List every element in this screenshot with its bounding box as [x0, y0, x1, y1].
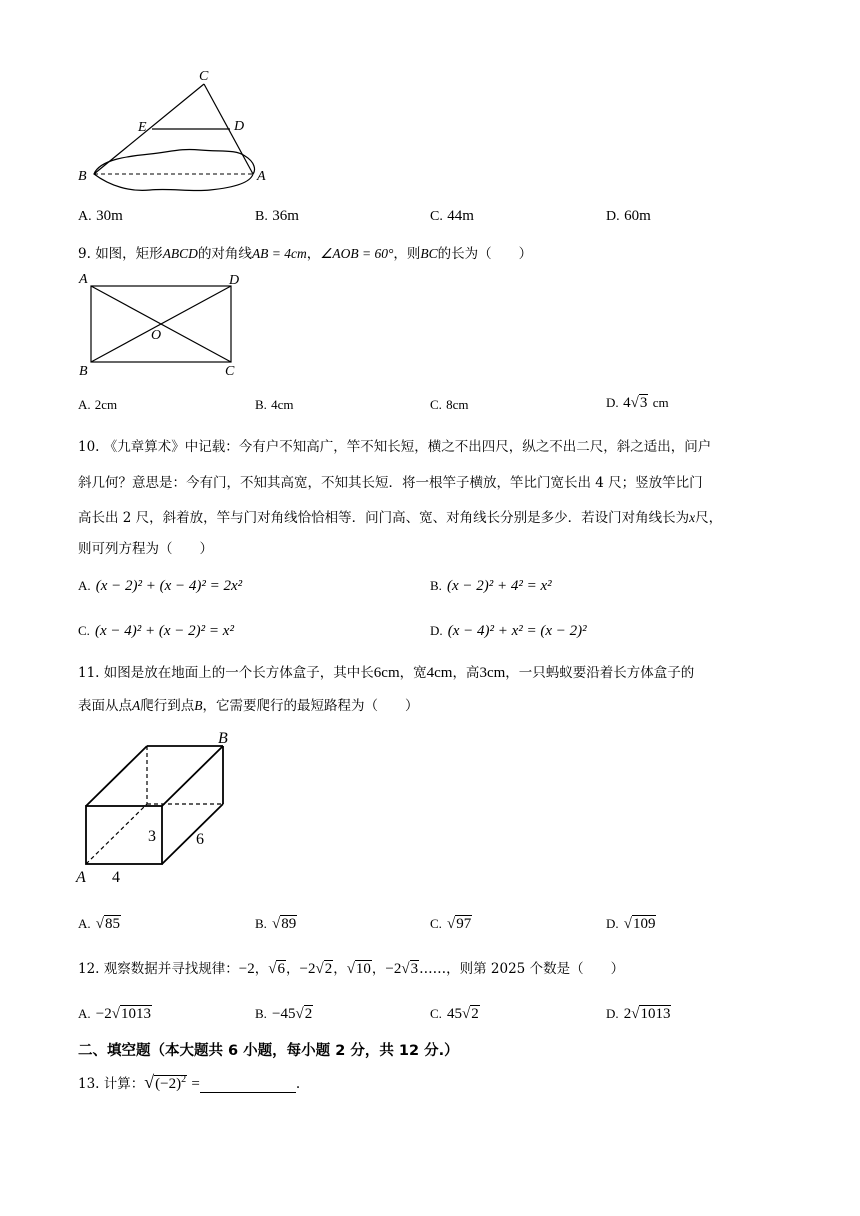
- q13-stem: 13. 计算：$√(-2)^2$ = .: [78, 1072, 301, 1092]
- question-number: 13.: [78, 1076, 100, 1092]
- q11-figure: [70, 728, 250, 888]
- option-coef: −2: [95, 1006, 112, 1022]
- option-label: C.: [430, 397, 442, 412]
- option-value: (x − 4)² + (x − 2)² = x²: [95, 623, 234, 639]
- q12-term-5-coef: −2: [385, 961, 402, 977]
- fig9-label-a: A: [79, 272, 88, 287]
- q13-end: .: [295, 1076, 301, 1092]
- q11-line-1: [78, 661, 694, 682]
- fig8-label-a: A: [257, 169, 266, 184]
- q12-text: 观察数据并寻找规律：: [103, 961, 239, 977]
- option-coef: 2: [623, 1006, 632, 1022]
- option-radicand: 109: [632, 916, 656, 932]
- q10-text: 则可列方程为（ ）: [78, 541, 213, 557]
- q12-option-d[interactable]: D. 2√1013: [606, 1006, 671, 1022]
- fig9-label-c: C: [225, 364, 235, 379]
- q13-radicand: [154, 1075, 187, 1092]
- q11-option-d[interactable]: D. √109: [606, 916, 656, 932]
- fig11-label-b: B: [218, 730, 228, 747]
- q9-text: ，则: [393, 246, 421, 262]
- option-value: 2cm: [94, 397, 118, 412]
- q12-option-c[interactable]: C. 45√2: [430, 1006, 479, 1022]
- q10-line-2: [78, 471, 703, 491]
- q11-length: 6cm: [373, 665, 400, 681]
- option-value: 60m: [624, 208, 651, 224]
- question-number: 10.: [78, 439, 100, 455]
- fig11-label-3: 3: [148, 828, 156, 845]
- fig11-label-6: 6: [196, 831, 204, 848]
- option-radicand: 1013: [640, 1006, 671, 1022]
- q13-exponent: 2: [181, 1074, 187, 1085]
- option-radicand: 85: [104, 916, 120, 932]
- q11-option-a[interactable]: A. √85: [78, 916, 120, 932]
- q13-inner: (−2): [155, 1076, 182, 1092]
- fig9-label-b: B: [79, 364, 88, 379]
- q9-option-b[interactable]: [255, 397, 293, 413]
- q10-line-1: [78, 435, 711, 455]
- fig8-label-d: D: [234, 119, 245, 134]
- option-value: 4cm: [271, 397, 294, 412]
- option-radicand: 1013: [120, 1006, 151, 1022]
- option-label: C.: [430, 1006, 442, 1021]
- separator: ，: [333, 961, 347, 977]
- option-label: D.: [606, 1006, 619, 1021]
- option-value: (x − 4)² + x² = (x − 2)²: [447, 623, 587, 639]
- option-unit: cm: [652, 395, 669, 410]
- option-radicand: 2: [304, 1006, 313, 1022]
- q12-term-2: 6: [277, 961, 285, 977]
- q9-figure: [72, 266, 252, 382]
- option-radicand: 2: [471, 1006, 479, 1022]
- option-label: A.: [78, 578, 91, 593]
- fig11-label-a: A: [76, 869, 86, 886]
- q11-option-b[interactable]: B. √89: [255, 916, 297, 932]
- separator: ，: [285, 961, 300, 977]
- q11-text: ，高: [452, 665, 480, 681]
- q12-term-5-rad: 3: [410, 961, 419, 977]
- option-label: B.: [255, 916, 267, 931]
- q13-equals: =: [191, 1076, 200, 1092]
- option-label: A.: [78, 209, 92, 224]
- fig8-label-b: B: [78, 169, 87, 184]
- option-value: (x − 2)² + 4² = x²: [447, 578, 552, 594]
- q10-text: 高长出 2 尺，斜着放，竿与门对角线恰恰相等．问门高、宽、对角线长分别是多少．若设门对角线长为: [78, 510, 690, 526]
- q13-answer-blank[interactable]: [200, 1078, 296, 1093]
- option-label: D.: [606, 209, 620, 224]
- q9-option-a[interactable]: [78, 397, 117, 413]
- q9-text: 如图，矩形: [95, 246, 163, 262]
- option-label: C.: [78, 623, 90, 638]
- q12-stem: 12. 观察数据并寻找规律：−2，√6，−2√2，√10，−2√3……，则第 2025 个数是（ ）: [78, 961, 625, 977]
- q10-option-a[interactable]: [78, 575, 242, 595]
- q9-text: 的对角线: [197, 246, 252, 262]
- option-label: C.: [430, 916, 442, 931]
- q11-text: ，宽: [399, 665, 427, 681]
- q11-width: 4cm: [426, 665, 453, 681]
- option-label: B.: [430, 578, 442, 593]
- option-coef: −45: [272, 1006, 296, 1022]
- option-label: A.: [78, 397, 91, 412]
- q11-point-b: B: [194, 698, 203, 713]
- fig9-label-o: O: [151, 328, 162, 343]
- q9-abcd: ABCD: [162, 246, 198, 261]
- q11-text: 爬行到点: [140, 698, 195, 714]
- q9-bc: BC: [420, 246, 438, 261]
- q12-term-4: 10: [355, 961, 371, 977]
- option-value: 36m: [272, 208, 299, 224]
- option-label: B.: [255, 209, 268, 224]
- q8-option-a[interactable]: [78, 208, 123, 225]
- q10-line-3: [78, 506, 722, 526]
- q9-text: ，: [306, 246, 321, 262]
- fig8-label-e: E: [138, 120, 147, 135]
- separator: ，: [371, 961, 386, 977]
- q12-text: ，则第 2025 个数是（ ）: [446, 961, 625, 977]
- fig9-label-d: D: [229, 273, 240, 288]
- separator: ，: [254, 961, 269, 977]
- option-radicand: 97: [456, 916, 472, 932]
- q12-ellipsis: ……: [419, 961, 447, 977]
- q11-text: ，它需要爬行的最短路程为（ ）: [202, 698, 419, 714]
- q9-option-d[interactable]: D. 4√3 cm: [606, 395, 669, 411]
- option-radicand: 89: [281, 916, 297, 932]
- option-value: (x − 2)² + (x − 4)² = 2x²: [95, 578, 243, 594]
- q11-point-a: A: [132, 698, 141, 713]
- q12-term-3-coef: −2: [299, 961, 316, 977]
- question-number: 9.: [78, 246, 91, 262]
- section-2-title: 二、填空题（本大题共 6 小题，每小题 2 分，共 12 分.）: [78, 1043, 459, 1059]
- q8-option-b[interactable]: [255, 208, 299, 225]
- q9-ab-eq: AB = 4cm: [251, 246, 307, 261]
- q12-term-1: −2: [238, 961, 255, 977]
- q10-var-x: x: [689, 510, 696, 525]
- q10-option-c[interactable]: [78, 620, 234, 640]
- q8-figure: [70, 64, 280, 204]
- q11-line-2: [78, 694, 419, 714]
- q9-option-c[interactable]: [430, 397, 468, 413]
- q11-height: 3cm: [479, 665, 506, 681]
- q10-text: 斜几何？意思是：今有门，不知其高宽，不知其长短．将一根竿子横放，竿比门宽长出 4 尺；竖放竿比门: [78, 475, 703, 491]
- q10-option-b[interactable]: [430, 575, 552, 595]
- option-value: 44m: [447, 208, 474, 224]
- option-radicand: 3: [639, 395, 648, 411]
- question-number: 12.: [78, 961, 100, 977]
- fig8-label-c: C: [199, 69, 209, 84]
- option-value: 8cm: [446, 397, 469, 412]
- q8-option-d[interactable]: [606, 208, 651, 225]
- q10-line-4: [78, 537, 213, 557]
- q8-option-c[interactable]: [430, 208, 474, 225]
- q10-text: 尺，: [695, 510, 723, 526]
- option-label: D.: [430, 623, 443, 638]
- fig11-label-4: 4: [112, 869, 120, 886]
- option-coef: 45: [447, 1006, 463, 1022]
- option-label: D.: [606, 395, 619, 410]
- q10-option-d[interactable]: [430, 620, 587, 640]
- option-coef: 4: [623, 395, 631, 411]
- q10-text: 《九章算术》中记载：今有户不知高广，竿不知长短，横之不出四尺，纵之不出二尺，斜之适出，问户: [103, 439, 712, 455]
- q13-text: 计算：: [103, 1076, 145, 1092]
- q9-angle: ∠AOB = 60°: [320, 246, 394, 261]
- q11-text: ，一只蚂蚁要沿着长方体盒子的: [505, 665, 695, 681]
- q9-stem: [78, 242, 532, 262]
- option-label: A.: [78, 1006, 91, 1021]
- q12-option-b[interactable]: B. −45√2: [255, 1006, 313, 1022]
- q11-option-c[interactable]: C. √97: [430, 916, 472, 932]
- q12-term-3-rad: 2: [324, 961, 333, 977]
- question-number: 11.: [78, 665, 100, 681]
- q12-option-a[interactable]: A. −2√1013: [78, 1006, 151, 1022]
- q11-text: 如图是放在地面上的一个长方体盒子，其中长: [103, 665, 374, 681]
- option-label: B.: [255, 397, 267, 412]
- option-label: A.: [78, 916, 91, 931]
- q11-text: 表面从点: [78, 698, 132, 714]
- option-label: B.: [255, 1006, 267, 1021]
- option-value: 30m: [96, 208, 123, 224]
- option-label: D.: [606, 916, 619, 931]
- q9-text: 的长为（ ）: [437, 246, 533, 262]
- option-label: C.: [430, 209, 443, 224]
